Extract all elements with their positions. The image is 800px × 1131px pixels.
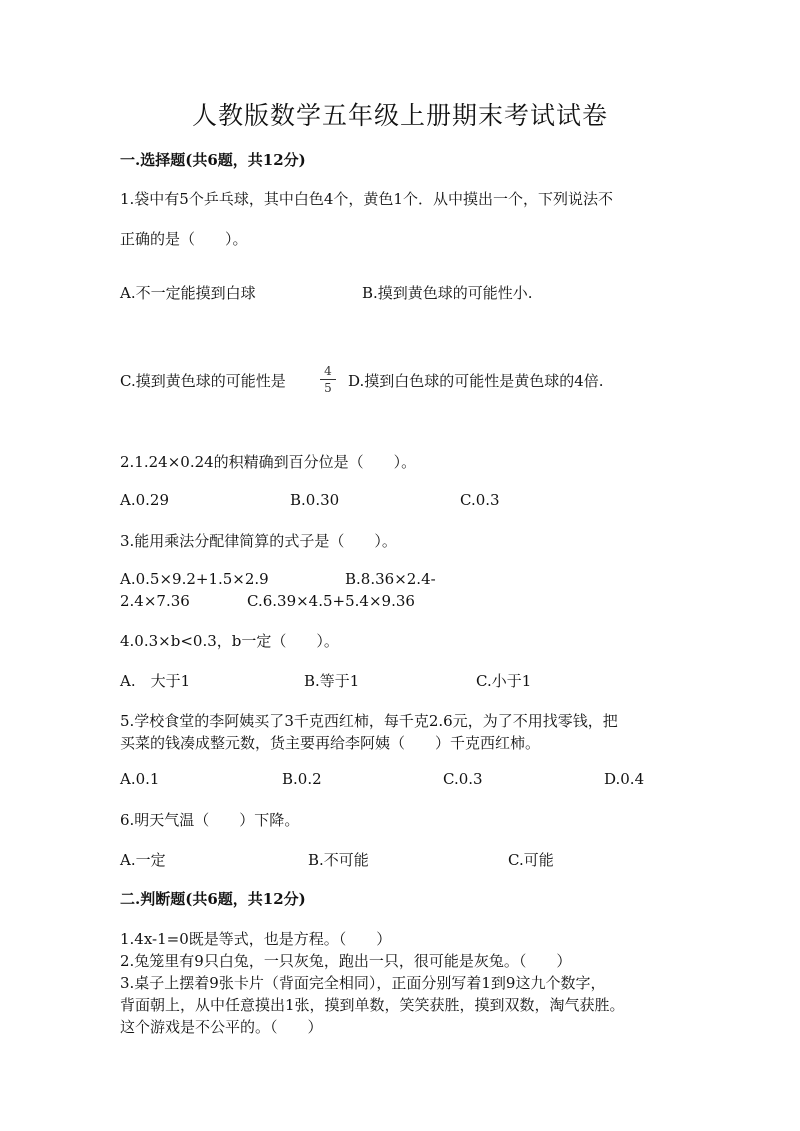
q1-option-c: C.摸到黄色球的可能性是	[120, 372, 286, 390]
q3-option-b-cont: 2.4×7.36	[120, 592, 190, 610]
q5-line-2: 买菜的钱凑成整元数，货主要再给李阿姨（ ）千克西红柿。	[120, 734, 541, 752]
q1-option-a: A.不一定能摸到白球	[120, 284, 256, 302]
q1-option-b: B.摸到黄色球的可能性小.	[362, 284, 533, 302]
q1-option-d: D.摸到白色球的可能性是黄色球的4倍.	[348, 372, 604, 390]
q6-option-c: C.可能	[508, 851, 554, 869]
fraction-bar	[320, 379, 336, 380]
q2-option-b: B.0.30	[290, 491, 340, 509]
q3-text: 3.能用乘法分配律简算的式子是（ ）。	[120, 532, 397, 550]
q1-line-2: 正确的是（ ）。	[120, 230, 248, 248]
q5-option-a: A.0.1	[120, 770, 160, 788]
tf-q3-line-1: 3.桌子上摆着9张卡片（背面完全相同），正面分别写着1到9这九个数字，	[120, 974, 606, 992]
q2-text: 2.1.24×0.24的积精确到百分位是（ ）。	[120, 453, 417, 471]
q6-text: 6.明天气温（ ）下降。	[120, 811, 300, 829]
tf-q3-line-2: 背面朝上，从中任意摸出1张，摸到单数，笑笑获胜，摸到双数，淘气获胜。	[120, 996, 625, 1014]
tf-q3-line-3: 这个游戏是不公平的。（ ）	[120, 1018, 323, 1036]
q3-option-a: A.0.5×9.2+1.5×2.9	[120, 570, 269, 588]
q4-text: 4.0.3×b<0.3，b一定（ ）。	[120, 632, 339, 650]
tf-q2: 2.兔笼里有9只白兔，一只灰兔，跑出一只，很可能是灰兔。（ ）	[120, 952, 572, 970]
q5-option-c: C.0.3	[443, 770, 483, 788]
exam-title: 人教版数学五年级上册期末考试试卷	[191, 101, 608, 130]
q1-line-1: 1.袋中有5个乒乓球，其中白色4个，黄色1个．从中摸出一个，下列说法不	[120, 190, 613, 208]
q1-fraction	[320, 364, 336, 395]
q6-option-a: A.一定	[120, 851, 166, 869]
q2-option-c: C.0.3	[460, 491, 500, 509]
q3-option-c: C.6.39×4.5+5.4×9.36	[247, 592, 415, 610]
fraction-denominator: 5	[324, 381, 332, 395]
q5-option-d: D.0.4	[604, 770, 645, 788]
section-2-heading: 二.判断题(共6题，共12分)	[120, 890, 306, 908]
q4-option-c: C.小于1	[476, 672, 532, 690]
q2-option-a: A.0.29	[120, 491, 169, 509]
q6-option-b: B.不可能	[308, 851, 369, 869]
tf-q1: 1.4x-1=0既是等式，也是方程。（ ）	[120, 930, 392, 948]
q5-option-b: B.0.2	[282, 770, 322, 788]
q3-option-b: B.8.36×2.4-	[345, 570, 436, 588]
fraction-numerator: 4	[324, 364, 332, 378]
q4-option-b: B.等于1	[304, 672, 360, 690]
q5-line-1: 5.学校食堂的李阿姨买了3千克西红柿，每千克2.6元，为了不用找零钱，把	[120, 712, 618, 730]
section-1-heading: 一.选择题(共6题，共12分)	[120, 151, 306, 169]
q4-option-a: A. 大于1	[120, 672, 191, 690]
